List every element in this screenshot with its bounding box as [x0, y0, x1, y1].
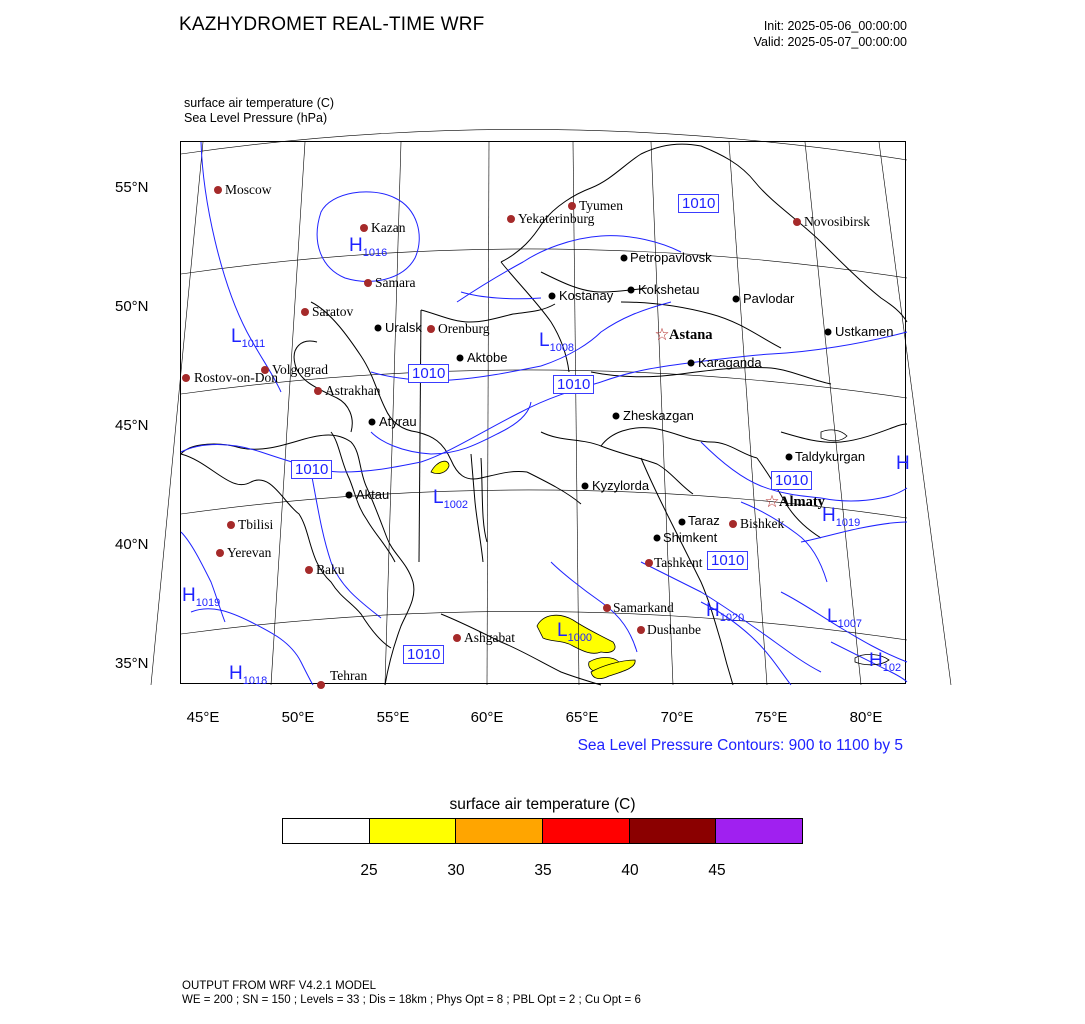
city-label: Kokshetau: [638, 282, 700, 297]
high-pressure-center: $H_{102}$: [869, 650, 902, 674]
city-label: Aktau: [356, 487, 390, 502]
city-label: Saratov: [312, 304, 354, 319]
colorbar: [282, 818, 803, 844]
lon-label: 45°E: [186, 709, 220, 726]
city-label: Tbilisi: [238, 517, 274, 532]
field-label-pressure: Sea Level Pressure (hPa): [184, 111, 328, 125]
city-label: Taldykurgan: [795, 449, 866, 464]
city-label: Tehran: [330, 668, 368, 683]
city-label: Petropavlovsk: [630, 250, 712, 265]
city-marker: [654, 535, 661, 542]
contour-label: 1010: [403, 645, 444, 664]
city-marker: [507, 215, 515, 223]
lat-label: 45°N: [115, 417, 149, 434]
lat-label: 40°N: [115, 536, 149, 553]
city-label: Kyzylorda: [592, 478, 650, 493]
contour-label: 1010: [553, 375, 594, 394]
city-marker: [305, 566, 313, 574]
city-marker: [733, 296, 740, 303]
colorbar-segment: [456, 819, 543, 843]
city-label: Volgograd: [272, 362, 328, 377]
lon-label: 70°E: [660, 709, 694, 726]
city-marker: [182, 374, 190, 382]
city-label: Zheskazgan: [623, 408, 694, 423]
city-label: Astana: [669, 327, 713, 343]
city-marker: [457, 355, 464, 362]
city-label: Bishkek: [740, 516, 785, 531]
lon-label: 50°E: [281, 709, 315, 726]
high-pressure-center: $H_{1019}$: [182, 585, 221, 609]
city-marker: [216, 549, 224, 557]
colorbar-segment: [630, 819, 717, 843]
city-marker: [621, 255, 628, 262]
city-label: Novosibirsk: [804, 214, 871, 229]
city-marker: [679, 519, 686, 526]
city-label: Yerevan: [227, 545, 272, 560]
low-pressure-center: $L_{1000}$: [557, 620, 593, 644]
city-label: Aktobe: [467, 350, 508, 365]
city-label: Baku: [316, 562, 345, 577]
contour-label: 1010: [408, 364, 449, 383]
low-pressure-center: $L_{1007}$: [827, 606, 863, 630]
city-label: Almaty: [779, 494, 825, 510]
contour-label: 1010: [678, 194, 719, 213]
high-pressure-center: $H_{1018}$: [229, 663, 268, 687]
colorbar-segment: [543, 819, 630, 843]
city-marker: [729, 520, 737, 528]
lon-label: 75°E: [754, 709, 788, 726]
low-pressure-center: $L_{1011}$: [231, 326, 266, 350]
contour-label: 1010: [707, 551, 748, 570]
city-label: Samarkand: [613, 600, 674, 615]
city-marker: [582, 483, 589, 490]
city-marker: [360, 224, 368, 232]
colorbar-segment: [283, 819, 370, 843]
city-marker: [317, 681, 325, 689]
city-label: Astrakhan: [325, 383, 381, 398]
city-label: Karaganda: [698, 355, 762, 370]
colorbar-segment: [716, 819, 802, 843]
lat-label: 35°N: [115, 655, 149, 672]
city-marker: [568, 202, 576, 210]
city-label: Kostanay: [559, 288, 614, 303]
city-marker: [628, 287, 635, 294]
colorbar-tick: 30: [447, 862, 465, 879]
lon-label: 65°E: [565, 709, 599, 726]
city-marker: [369, 419, 376, 426]
contour-note: Sea Level Pressure Contours: 900 to 1100 by 5: [577, 737, 903, 754]
colorbar-tick: 40: [621, 862, 639, 879]
city-marker: [427, 325, 435, 333]
city-marker: [613, 413, 620, 420]
city-marker: [214, 186, 222, 194]
city-marker: [688, 360, 695, 367]
city-marker: [301, 308, 309, 316]
high-pressure-center: $H_{1019}$: [822, 505, 861, 529]
city-marker: [637, 626, 645, 634]
city-marker: [364, 279, 372, 287]
city-label: Kazan: [371, 220, 406, 235]
colorbar-tick: 45: [708, 862, 726, 879]
city-label: Yekaterinburg: [518, 211, 595, 226]
city-label: Pavlodar: [743, 291, 795, 306]
colorbar-title: surface air temperature (C): [449, 796, 636, 813]
city-label: Ustkamen: [835, 324, 894, 339]
lon-label: 80°E: [849, 709, 883, 726]
city-marker: [793, 218, 801, 226]
city-marker: [346, 492, 353, 499]
high-pressure-center: $H_{1016}$: [349, 235, 388, 259]
footer-model: OUTPUT FROM WRF V4.2.1 MODEL: [182, 980, 377, 992]
city-label: Uralsk: [385, 320, 422, 335]
city-label: Taraz: [688, 513, 720, 528]
city-label: Tashkent: [654, 555, 703, 570]
map-title: KAZHYDROMET REAL-TIME WRF: [179, 14, 485, 35]
colorbar-tick: 25: [360, 862, 378, 879]
city-marker: [375, 325, 382, 332]
city-label: Dushanbe: [647, 622, 701, 637]
city-marker: [645, 559, 653, 567]
colorbar-tick: 35: [534, 862, 552, 879]
lon-label: 55°E: [376, 709, 410, 726]
lat-label: 50°N: [115, 298, 149, 315]
city-label: Tyumen: [579, 198, 624, 213]
contour-label: 1010: [291, 460, 332, 479]
city-label: Rostov-on-Don: [194, 370, 278, 385]
city-marker: [453, 634, 461, 642]
capital-star-icon: ☆: [654, 325, 670, 345]
lat-label: 55°N: [115, 179, 149, 196]
low-pressure-center: $L_{1002}$: [433, 487, 469, 511]
city-label: Moscow: [225, 182, 272, 197]
city-marker: [549, 293, 556, 300]
city-marker: [227, 521, 235, 529]
lon-label: 60°E: [470, 709, 504, 726]
city-label: Orenburg: [438, 321, 490, 336]
valid-time: Valid: 2025-05-07_00:00:00: [753, 35, 907, 49]
init-time: Init: 2025-05-06_00:00:00: [763, 19, 907, 33]
city-label: Atyrau: [379, 414, 417, 429]
footer-settings: WE = 200 ; SN = 150 ; Levels = 33 ; Dis = 18km ; Phys Opt = 8 ; PBL Opt = 2 ; Cu Opt = 6: [182, 994, 641, 1006]
city-label: Samara: [375, 275, 416, 290]
city-marker: [825, 329, 832, 336]
city-label: Ashgabat: [464, 630, 515, 645]
field-label-temperature: surface air temperature (C): [184, 96, 335, 110]
high-pressure-center: H: [896, 453, 910, 474]
contour-label: 1010: [771, 471, 812, 490]
temp-area-caspian: [431, 461, 449, 473]
low-pressure-center: $L_{1008}$: [539, 330, 575, 354]
city-marker: [314, 387, 322, 395]
city-marker: [603, 604, 611, 612]
city-label: Shimkent: [663, 530, 718, 545]
capital-star-icon: ☆: [764, 492, 780, 512]
city-marker: [786, 454, 793, 461]
high-pressure-center: $H_{1020}$: [706, 600, 745, 624]
colorbar-segment: [370, 819, 457, 843]
map-panel: [180, 141, 910, 687]
